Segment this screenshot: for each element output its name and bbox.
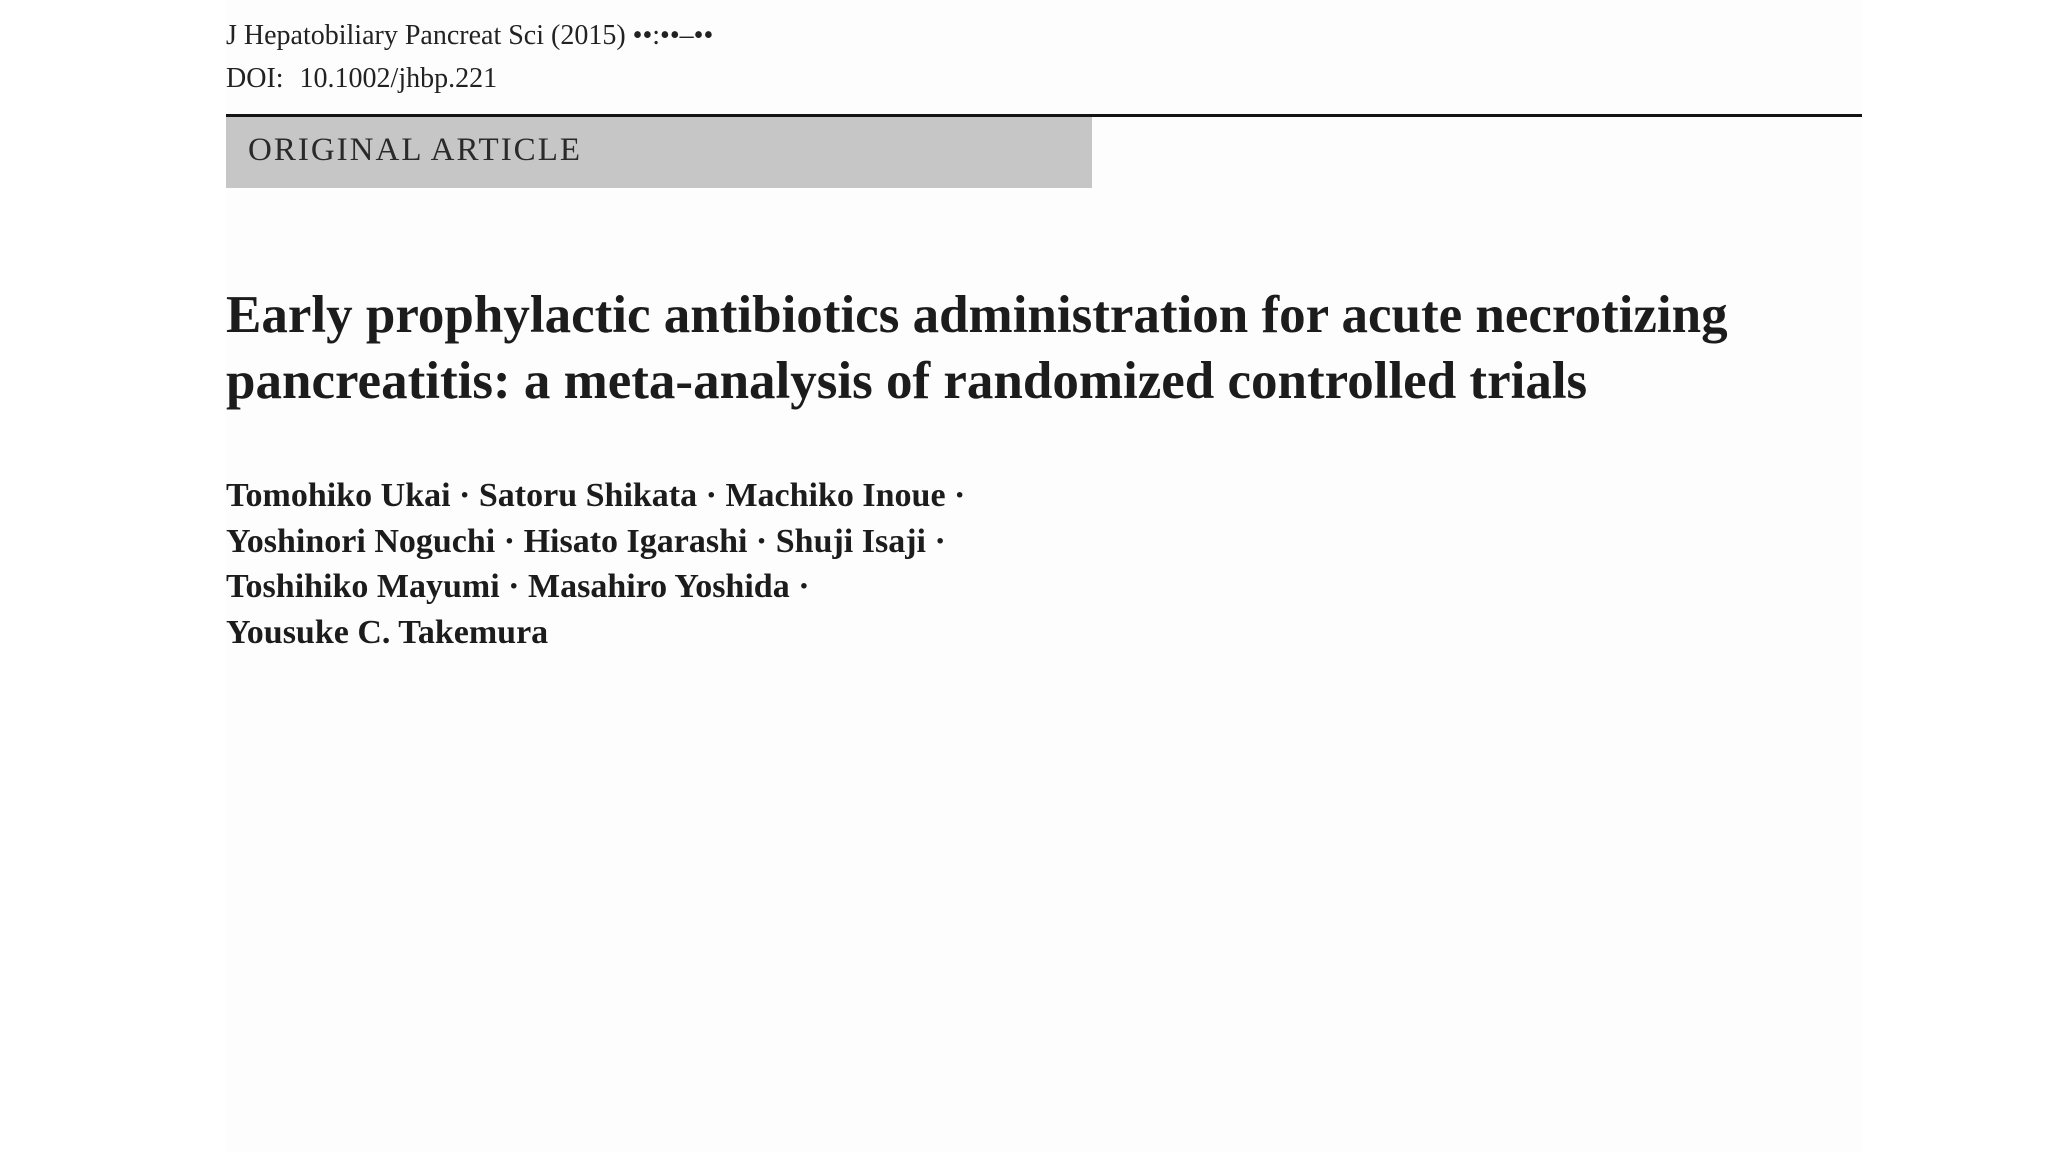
article-type-band [226,117,1092,188]
author-list [226,473,965,655]
doi-value: 10.1002/jhbp.221 [299,63,498,94]
doi-label: DOI: [226,63,284,94]
author-line: Tomohiko Ukai · Satoru Shikata · Machiko Inoue · [226,477,966,514]
title-line: pancreatitis: a meta-analysis of randomized controlled trials [226,352,1588,410]
journal-citation: J Hepatobiliary Pancreat Sci (2015) ••:••–•• [226,20,714,51]
author-line: Toshihiko Mayumi · Masahiro Yoshida · [226,568,810,605]
author-line: Yousuke C. Takemura [226,613,549,651]
doi-line [226,57,713,100]
journal-header [226,14,713,100]
article-title [226,282,1866,414]
title-line: Early prophylactic antibiotics administration for acute necrotizing [226,286,1728,344]
article-type-label: ORIGINAL ARTICLE [248,132,583,168]
author-line: Yoshinori Noguchi · Hisato Igarashi · Shuji Isaji · [226,522,946,560]
